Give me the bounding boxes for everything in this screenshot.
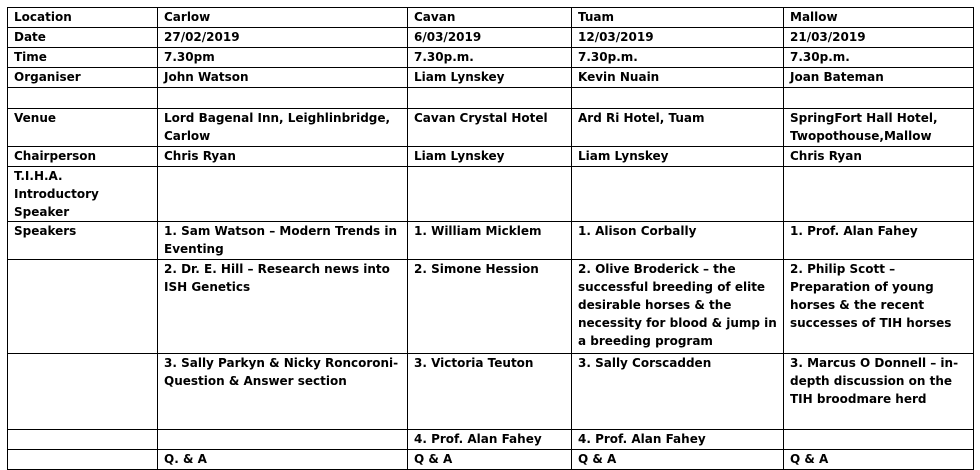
- table-cell: Chris Ryan: [784, 147, 974, 167]
- table-cell: [784, 88, 974, 109]
- column-header-tuam: Tuam: [572, 8, 784, 28]
- table-cell: 7.30pm: [158, 48, 408, 68]
- column-header-cavan: Cavan: [408, 8, 572, 28]
- schedule-table: [7, 7, 974, 470]
- table-row-blank: [8, 88, 974, 109]
- table-cell: [158, 430, 408, 450]
- row-label-time: Time: [8, 48, 158, 68]
- table-cell: Q & A: [784, 450, 974, 470]
- table-row-venue: [8, 109, 974, 147]
- table-cell: Joan Bateman: [784, 68, 974, 88]
- table-cell: [158, 167, 408, 222]
- table-cell: 2. Olive Broderick – the successful breeding of elite desirable horses & the necessity for blood & jump in a breeding program: [572, 260, 784, 354]
- table-cell: Ard Ri Hotel, Tuam: [572, 109, 784, 147]
- row-label-blank: [8, 88, 158, 109]
- table-cell: Lord Bagenal Inn, Leighlinbridge, Carlow: [158, 109, 408, 147]
- table-cell: 2. Philip Scott – Preparation of young horses & the recent successes of TIH horses: [784, 260, 974, 354]
- table-cell: 3. Sally Parkyn & Nicky Roncoroni- Question & Answer section: [158, 354, 408, 430]
- row-label-empty: [8, 450, 158, 470]
- table-cell: [408, 167, 572, 222]
- row-label-empty: [8, 430, 158, 450]
- table-cell: 12/03/2019: [572, 28, 784, 48]
- table-cell: [572, 167, 784, 222]
- row-label-empty: [8, 260, 158, 354]
- table-row-introductory-speaker: [8, 167, 974, 222]
- table-cell: [408, 88, 572, 109]
- table-cell: [572, 88, 784, 109]
- table-cell: 4. Prof. Alan Fahey: [572, 430, 784, 450]
- row-label-location: Location: [8, 8, 158, 28]
- table-row-speaker-3: [8, 354, 974, 430]
- table-row-organiser: [8, 68, 974, 88]
- table-row-speaker-1: [8, 222, 974, 260]
- table-row-chairperson: [8, 147, 974, 167]
- table-row-speaker-2: [8, 260, 974, 354]
- table-cell: [784, 430, 974, 450]
- table-cell: 6/03/2019: [408, 28, 572, 48]
- table-cell: 3. Sally Corscadden: [572, 354, 784, 430]
- table-cell: [158, 88, 408, 109]
- table-cell: 3. Victoria Teuton: [408, 354, 572, 430]
- row-label-empty: [8, 354, 158, 430]
- table-cell: Q. & A: [158, 450, 408, 470]
- table-cell: Chris Ryan: [158, 147, 408, 167]
- table-cell: 1. Alison Corbally: [572, 222, 784, 260]
- table-row-q-and-a: [8, 450, 974, 470]
- table-cell: 7.30p.m.: [784, 48, 974, 68]
- table-cell: Q & A: [408, 450, 572, 470]
- table-cell: 21/03/2019: [784, 28, 974, 48]
- row-label-chairperson: Chairperson: [8, 147, 158, 167]
- table-cell: Q & A: [572, 450, 784, 470]
- table-cell: Liam Lynskey: [408, 68, 572, 88]
- table-row-date: [8, 28, 974, 48]
- table-cell: Kevin Nuain: [572, 68, 784, 88]
- table-cell: 2. Simone Hession: [408, 260, 572, 354]
- table-cell: 1. Prof. Alan Fahey: [784, 222, 974, 260]
- header-row: [8, 8, 974, 28]
- table-cell: Cavan Crystal Hotel: [408, 109, 572, 147]
- table-cell: 3. Marcus O Donnell – in-depth discussion on the TIH broodmare herd: [784, 354, 974, 430]
- row-label-date: Date: [8, 28, 158, 48]
- row-label-introductory-speaker: T.I.H.A. Introductory Speaker: [8, 167, 158, 222]
- table-cell: SpringFort Hall Hotel, Twopothouse,Mallow: [784, 109, 974, 147]
- table-cell: 7.30p.m.: [408, 48, 572, 68]
- table-cell: 4. Prof. Alan Fahey: [408, 430, 572, 450]
- event-schedule: [7, 7, 974, 470]
- table-cell: 2. Dr. E. Hill – Research news into ISH Genetics: [158, 260, 408, 354]
- column-header-carlow: Carlow: [158, 8, 408, 28]
- row-label-venue: Venue: [8, 109, 158, 147]
- row-label-organiser: Organiser: [8, 68, 158, 88]
- table-row-time: [8, 48, 974, 68]
- table-cell: Liam Lynskey: [408, 147, 572, 167]
- table-row-speaker-4: [8, 430, 974, 450]
- column-header-mallow: Mallow: [784, 8, 974, 28]
- table-cell: Liam Lynskey: [572, 147, 784, 167]
- table-cell: 27/02/2019: [158, 28, 408, 48]
- table-cell: [784, 167, 974, 222]
- table-cell: 7.30p.m.: [572, 48, 784, 68]
- table-cell: 1. William Micklem: [408, 222, 572, 260]
- table-cell: 1. Sam Watson – Modern Trends in Eventing: [158, 222, 408, 260]
- row-label-speakers: Speakers: [8, 222, 158, 260]
- table-cell: John Watson: [158, 68, 408, 88]
